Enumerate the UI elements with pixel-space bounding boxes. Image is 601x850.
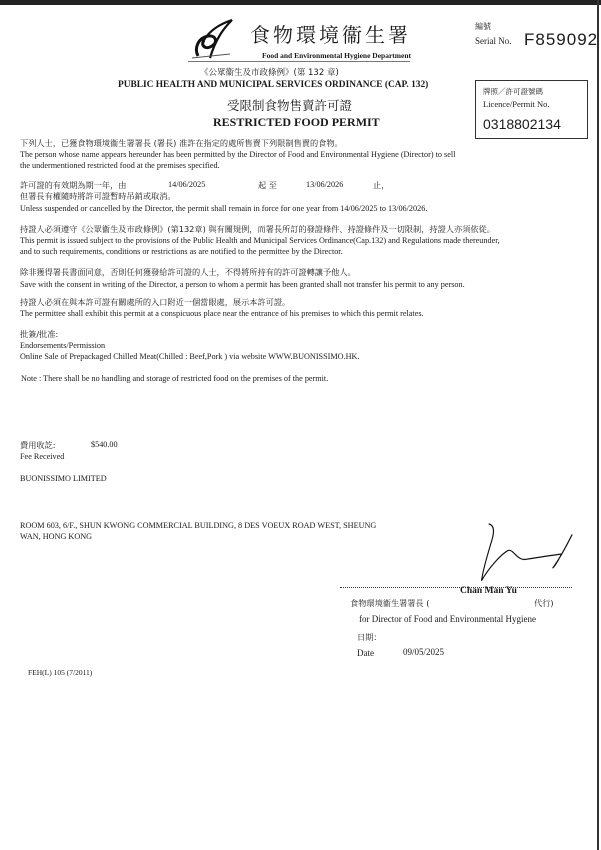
fee-label-zh: 費用收訖: — [20, 440, 56, 450]
signer-name: Chan Man Yu — [460, 586, 517, 596]
dept-name-en: Food and Environmental Hygiene Department — [262, 51, 412, 60]
fee-amount: $540.00 — [91, 440, 118, 449]
endorsement-label-zh: 批簽/批准: — [20, 329, 59, 339]
valid-from: 14/06/2025 — [168, 180, 206, 189]
director-label-en: for Director of Food and Environmental Hygiene — [359, 614, 536, 624]
dept-name-zh: 食物環境衞生署 — [250, 23, 411, 47]
licence-number: 0318802134 — [483, 116, 561, 132]
clause-1-en-line1: The person whose name appears hereunder has been permitted by the Director of Food and Environmental Hygiene (Director) to sell — [20, 150, 456, 159]
licence-label-zh: 牌照／許可證號碼 — [483, 87, 543, 96]
clause-5-en: The permittee shall exhibit this permit at a conspicuous place near the entrance of his premises to which this permit relates. — [20, 309, 424, 318]
permittee-name: BUONISSIMO LIMITED — [20, 474, 107, 483]
clause-2-zh-b: 起 至 — [258, 180, 277, 190]
date-label-zh: 日期： — [357, 632, 382, 642]
permit-title-zh: 受限制食物售賣許可證 — [227, 98, 353, 113]
clause-3-zh: 持證人必須遵守《公眾衞生及市政條例》(第132章) 與有關規例，而署長所訂的發證條件、持證條件及一切限制，持證人亦須依從。 — [20, 224, 495, 234]
clause-2-zh-c: 止， — [373, 180, 390, 190]
licence-number-box — [475, 80, 588, 139]
serial-label-zh: 編號 — [475, 22, 491, 31]
clause-5-zh: 持證人必須在與本許可證有關處所的入口附近一個當眼處，展示本許可證。 — [20, 297, 291, 307]
header-rule — [188, 61, 410, 62]
director-label-zh-a: 食物環境衞生署署長 ( — [350, 598, 430, 608]
clause-4-zh: 除非獲得署長書面同意，否則任何獲發給許可證的人士，不得將所持有的許可證轉讓予他人。 — [20, 267, 356, 277]
date-label: Date — [357, 648, 374, 658]
scan-top-edge — [0, 0, 601, 5]
ordinance-en: PUBLIC HEALTH AND MUNICIPAL SERVICES ORDINANCE (CAP. 132) — [118, 80, 429, 90]
clause-2-zh-line2: 但署長有權隨時將許可證暫時吊銷或取消。 — [20, 191, 176, 201]
clause-1-en-line2: the undermentioned restricted food at the premises specified. — [20, 161, 220, 170]
director-label-zh-b: 代行) — [534, 598, 554, 608]
serial-number: F859092 — [524, 30, 599, 49]
clause-3-en-line1: This permit is issued subject to the provisions of the Public Health and Municipal Services Ordinance(Cap.132) and Regulations made thereunder, — [20, 236, 500, 245]
licence-label-en: Licence/Permit No. — [483, 99, 550, 109]
signature-line — [340, 587, 572, 588]
scan-right-edge — [597, 0, 599, 850]
note-text: Note : There shall be no handling and storage of restricted food on the premises of the permit. — [21, 374, 329, 383]
clause-1-zh: 下列人士，已獲食物環境衞生署署長 (署長) 准許在指定的處所售賣下列限制售賣的食物。 — [20, 138, 343, 148]
endorsement-text: Online Sale of Prepackaged Chilled Meat(Chilled : Beef,Pork ) via website WWW.BUONISSIMO.HK. — [20, 352, 360, 361]
issue-date: 09/05/2025 — [403, 647, 445, 657]
ordinance-zh: 《公眾衞生及市政條例》(第 132 章) — [200, 68, 339, 78]
permit-title-en: RESTRICTED FOOD PERMIT — [213, 115, 380, 129]
valid-to: 13/06/2026 — [306, 180, 344, 189]
signature-scribble — [455, 522, 580, 586]
address-line1: ROOM 603, 6/F., SHUN KWONG COMMERCIAL BUILDING, 8 DES VOEUX ROAD WEST, SHEUNG — [20, 521, 377, 530]
clause-2-en: Unless suspended or cancelled by the Director, the permit shall remain in force for one year from 14/06/2025 to 13/06/2026. — [20, 204, 428, 213]
clause-4-en: Save with the consent in writing of the Director, a person to whom a permit has been granted shall not transfer his permit to any person. — [20, 280, 465, 289]
fee-label-en: Fee Received — [20, 452, 65, 461]
clause-2-zh-a: 許可證的有效期為期一年，由 — [20, 180, 127, 190]
serial-label: Serial No. — [475, 36, 512, 46]
address-line2: WAN, HONG KONG — [20, 532, 93, 541]
endorsement-label-en: Endorsements/Permission — [20, 341, 106, 350]
form-code: FEH(L) 105 (7/2011) — [28, 668, 93, 677]
fehd-logo-icon — [190, 18, 234, 60]
clause-3-en-line2: and to such requirements, conditions or restrictions as are notified to the permittee by the Director. — [20, 247, 343, 256]
